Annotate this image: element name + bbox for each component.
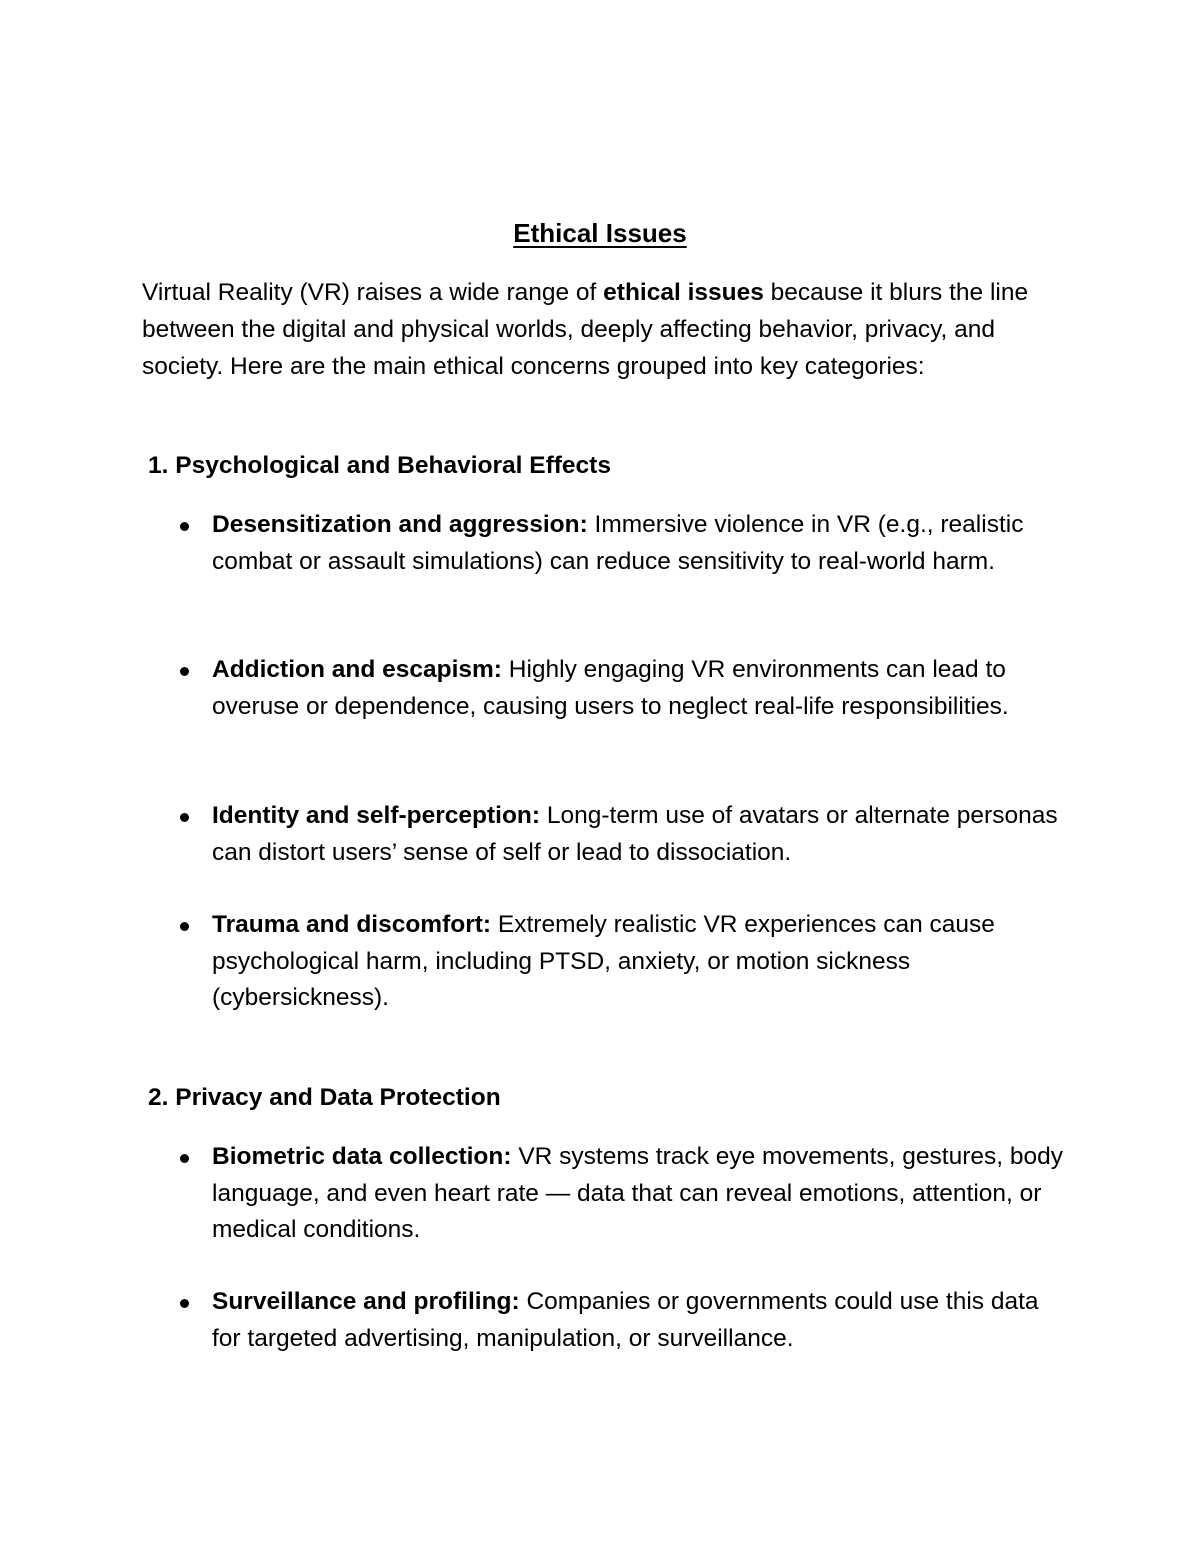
intro-text-start: Virtual Reality (VR) raises a wide range of (142, 279, 604, 306)
bullet-icon (180, 922, 189, 931)
list-item (212, 907, 1072, 1017)
list-item-text: Companies or governments could use this data for targeted advertising, manipulation, or surveillance. (212, 1288, 1039, 1352)
list-item-term: Trauma and discomfort: (212, 911, 492, 938)
list-item-term: Biometric data collection: (212, 1143, 512, 1170)
list-item-text: Highly engaging VR environments can lead to overuse or dependence, causing users to neglect real-life responsibilities. (212, 656, 1009, 720)
section-heading-psychological: 1. Psychological and Behavioral Effects (148, 452, 611, 479)
intro-paragraph (142, 274, 1062, 385)
section-heading-privacy: 2. Privacy and Data Protection (148, 1084, 501, 1111)
list-item (212, 507, 1072, 580)
document-title (0, 214, 1200, 252)
bullet-icon (180, 1299, 189, 1308)
list-item-text: Immersive violence in VR (e.g., realistic combat or assault simulations) can reduce sensitivity to real-world harm. (212, 511, 1024, 575)
list-item (212, 652, 1072, 725)
list-item-text: Long-term use of avatars or alternate personas can distort users’ sense of self or lead to dissociation. (212, 802, 1058, 866)
list-item (212, 798, 1072, 871)
list-item-term: Surveillance and profiling: (212, 1288, 520, 1315)
list-item-term: Desensitization and aggression: (212, 511, 588, 538)
document-title-text: Ethical Issues (513, 218, 687, 248)
bullet-icon (180, 522, 189, 531)
list-item-text: Extremely realistic VR experiences can cause psychological harm, including PTSD, anxiety, or motion sickness (cybersickness). (212, 911, 995, 1011)
list-item-term: Addiction and escapism: (212, 656, 502, 683)
bullet-icon (180, 813, 189, 822)
list-item-text: VR systems track eye movements, gestures, body language, and even heart rate — data that can reveal emotions, attention, or medical conditions. (212, 1143, 1063, 1243)
bullet-icon (180, 1154, 189, 1163)
intro-emphasis: ethical issues (603, 279, 764, 306)
intro-text-end: because it blurs the line between the digital and physical worlds, deeply affecting behavior, privacy, and society. Here are the main ethical concerns grouped into key categories: (142, 279, 1029, 380)
list-item (212, 1139, 1072, 1249)
bullet-icon (180, 667, 189, 676)
list-item (212, 1284, 1072, 1357)
list-item-term: Identity and self-perception: (212, 802, 541, 829)
